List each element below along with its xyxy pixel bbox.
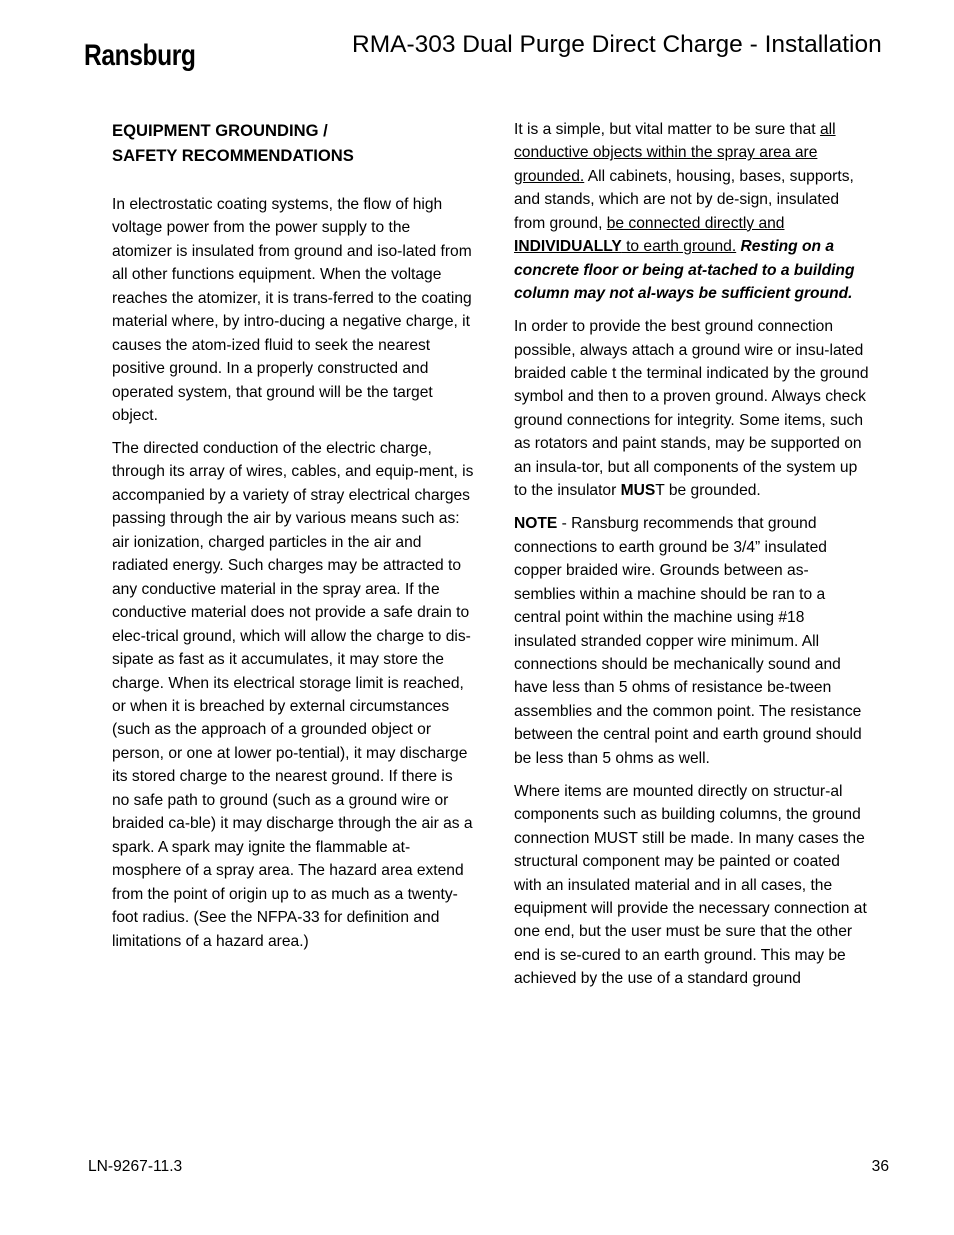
left-column: [112, 118, 474, 963]
underlined-text: all conductive objects within the spray area are grounded.: [514, 121, 836, 185]
page-title: RMA-303 Dual Purge Direct Charge - Installation: [352, 31, 882, 58]
heading-line-1: EQUIPMENT GROUNDING /: [112, 121, 328, 140]
emphasis-individually: INDIVIDUALLY: [514, 238, 622, 256]
section-heading: [112, 118, 474, 168]
text: - Ransburg recommends that ground connections to earth ground be 3/4” insulated copper braided wire. Grounds between as-semblies within a machine should be ran to a central point within the machine using #18 insulated stranded copper wire minimum. All connections should be mechanically sound and have less than 5 ohms of resistance be-tween assemblies and the common point. The resistance between the central point and earth ground should be less than 5 ohms as well.: [514, 515, 862, 767]
page-number: 36: [871, 1158, 889, 1175]
underlined-text: to earth ground.: [621, 238, 737, 256]
document-number: LN-9267-11.3: [88, 1158, 183, 1175]
text: T be grounded.: [655, 482, 761, 500]
text: All cabinets, housing, bases, supports, and stands, which are not by de-sign, insulated from ground,: [514, 167, 854, 232]
paragraph-ground-connection: [514, 315, 870, 503]
underlined-text: be connected directly and: [606, 214, 785, 232]
paragraph-electrostatic-systems: In electrostatic coating systems, the flow of high voltage power from the power supply to the atomizer is insulated from ground and iso-lated from all other functions equipment. When the voltage reaches the atomizer, it is trans-ferred to the coating material where, by intro-ducing a negative charge, it causes the atom-ized fluid to seek the nearest positive ground. In a properly constructed and operated system, that ground will be the target object.: [112, 196, 472, 425]
text: It is a simple, but vital matter to be sure that: [514, 121, 820, 138]
paragraph-structural-components: Where items are mounted directly on structur-al components such as building columns, the ground connection MUST still be made. In many cases the structural component may be painted or coated with an insulated material and in all cases, the equipment will provide the necessary connection at one end, but the user must be sure that the other end is se-cured to an earth ground. This may be achieved by the use of a standard ground: [514, 782, 867, 988]
warning-text: Resting on a concrete floor or being at-tached to a building column may not al-ways be sufficient ground.: [514, 238, 855, 303]
text: In order to provide the best ground connection possible, always attach a ground wire or insu-lated braided cable t the terminal indicated by the ground symbol and then to a proven ground. Always check ground connections for integrity. Some items, such as rotators and paint stands, may be supported on an insula-tor, but all components of the system up to the insulator: [514, 318, 869, 500]
heading-line-2: SAFETY RECOMMENDATIONS: [112, 146, 354, 165]
emphasis-must: MUS: [620, 482, 656, 500]
paragraph-directed-conduction: The directed conduction of the electric charge, through its array of wires, cables, and equip-ment, is accompanied by a variety of stray electrical charges passing through the air by various means such as: air ionization, charged particles in the air and radiated energy. Such charges may be attracted to any conductive material in the spray area. If the conductive material does not provide a safe drain to elec-trical ground, which will allow the charge to dis-sipate as fast as it accumulates, it may store the charge. When its electrical storage limit is reached, or when it is breached by external circumstances (such as the approach of a grounded object or person, or one at lower po-tential), it may discharge its stored charge to the nearest ground. If there is no safe path to ground (such as a ground wire or braided ca-ble) it may discharge through the air as a spark. A spark may ignite the flammable at-mosphere of a spray area. The hazard area extend from the point of origin up to as much as a twenty-foot radius. (See the NFPA-33 for definition and limitations of a hazard area.): [112, 440, 474, 950]
paragraph-conductive-objects: [514, 118, 870, 306]
note-label: NOTE: [514, 515, 558, 533]
paragraph-note: [514, 512, 870, 770]
right-column: [514, 118, 870, 1000]
ransburg-logo: Ransburg: [84, 39, 196, 72]
